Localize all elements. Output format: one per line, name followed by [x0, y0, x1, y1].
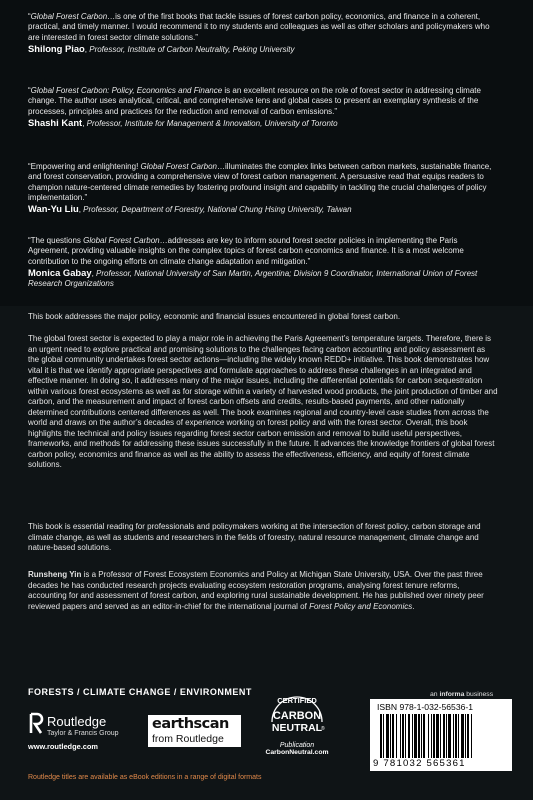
summary-paragraph: The global forest sector is expected to play a major role in achieving the Paris Agreement’s temperature targets. Therefore, there is an urgent need to explore practical and promising solutions to the challenges facing carbon accounting and policy assessment as the global community undertakes forest sector actions—including the widely known REDD+ initiative. This book demonstrates how vital it is that we identify appropriate perspectives and formulate approaches to address these challenges in an integrated and effective manner. In doing so, it addresses many of the major issues, including the differential potentials for carbon sequestration within various forest ecosystems as well as for storage within a variety of harvested wood products, the joint production of timber and carbon, and the measurement and impact of forest carbon offsets and credits, results-based payments, and other nationally determined contributions centered differences as well. The book examines regional and country-level case studies from across the world and draws on the author’s decades of experience working on forest policy and with the forest sector. Overall, this book highlights the technical and policy issues regarding forest sector carbon emission and removal to build useful perspectives, frameworks, and methods for addressing these issues successfully in the future. It advances the knowledge frontiers of global forest carbon policy, economics and finance as well as the ability to assess the effectiveness, efficiency, and equity of forest climate solutions. [28, 334, 498, 469]
review-attribution: Monica Gabay, Professor, National University of San Martin, Argentina; Division 9 Coordinator, International Union of Forest Research Organizations [28, 266, 478, 289]
reviewer-name: Shilong Piao [28, 42, 85, 54]
review-quote: “The questions Global Forest Carbon…addresses are key to inform sound forest sector policies in implementing the Paris Agreement, providing valuable insights on the complex topics of forest carbon economics and finance. It is a most welcome contribution to the ongoing efforts on climate change adaptation and mitigation.” [28, 236, 464, 266]
review-2 [28, 86, 496, 129]
review-attribution: Wan-Yu Liu, Professor, Department of Forestry, National Chung Hsing University, Taiwan [28, 203, 352, 215]
publisher-group: Taylor & Francis Group [47, 730, 119, 737]
summary-paragraph: This book addresses the major policy, economic and financial issues encountered in global forest carbon. [28, 312, 401, 321]
summary-main [28, 334, 498, 471]
isbn-barcode [370, 699, 512, 771]
review-1 [28, 12, 496, 55]
imprint-name: earthscan [152, 716, 229, 732]
audience [28, 522, 498, 554]
reviewer-affiliation: Professor, Institute for Management & Innovation, University of Toronto [86, 118, 338, 128]
reviewer-affiliation: Professor, Department of Forestry, National Chung Hsing University, Taiwan [83, 205, 352, 215]
isbn-label: ISBN 978-1-032-56536-1 [377, 702, 474, 712]
carbon-neutral-badge [264, 688, 330, 756]
review-panel [0, 0, 533, 306]
publisher-url[interactable]: www.routledge.com [28, 742, 98, 751]
ebook-note: Routledge titles are available as eBook editions in a range of digital formats [28, 774, 262, 781]
summary-intro [28, 312, 498, 323]
svg-text:NEUTRAL: NEUTRAL [271, 722, 323, 734]
reviewer-name: Wan-Yu Liu [28, 203, 79, 215]
svg-text:®: ® [321, 726, 325, 732]
reviewer-affiliation: Professor, National University of San Martin, Argentina; Division 9 Coordinator, International Union of Forest Research Organizations [28, 268, 478, 289]
author-name: Runsheng Yin [28, 570, 82, 579]
publisher-name: Routledge [47, 714, 107, 729]
author-bio [28, 570, 498, 612]
earthscan-logo [148, 715, 241, 747]
badge-site: CarbonNeutral.com [265, 749, 329, 756]
reviewer-name: Shashi Kant [28, 116, 83, 128]
routledge-r-icon [28, 712, 44, 734]
imprint-from: from Routledge [152, 733, 224, 745]
author-paragraph: Runsheng Yin is a Professor of Forest Ecosystem Economics and Policy at Michigan State University, USA. Over the past three decades he has conducted research projects evaluating ecosystem restoration programs, analysing forest tenure reforms, accounting for and assessment of forest carbon, and exploring rural sustainable development. He has published over ninety peer reviewed papers and served as an editor-in-chief for the international journal of Forest Policy and Economics. [28, 570, 484, 611]
review-4 [28, 236, 496, 289]
reviewer-name: Monica Gabay [28, 266, 92, 278]
review-quote: “Global Forest Carbon: Policy, Economics and Finance is an excellent resource on the role of forest sector in addressing climate change. The author uses analytical, critical, and comprehensive lens and global cases to present an exemplary synthesis of the processes, principles and practices for the reduction and removal of carbon emissions.” [28, 86, 481, 116]
barcode-icon [380, 714, 502, 758]
review-attribution: Shilong Piao, Professor, Institute of Carbon Neutrality, Peking University [28, 42, 295, 54]
reviewer-affiliation: Professor, Institute of Carbon Neutrality, Peking University [89, 44, 295, 54]
carbon-neutral-icon [266, 688, 328, 742]
journal-title: Forest Policy and Economics [309, 601, 413, 611]
audience-paragraph: This book is essential reading for professionals and policymakers working at the intersection of forest policy, carbon storage and climate change, as well as students and researchers in the fields of forestry, natural resource management, climate change and nature-based solutions. [28, 522, 481, 552]
informa-tagline: an informa business [430, 691, 494, 698]
svg-text:CARBON: CARBON [272, 710, 322, 722]
subject-categories: FORESTS / CLIMATE CHANGE / ENVIRONMENT [28, 687, 252, 697]
routledge-logo [28, 712, 138, 750]
review-attribution: Shashi Kant, Professor, Institute for Management & Innovation, University of Toronto [28, 116, 338, 128]
svg-text:CERTIFIED: CERTIFIED [277, 696, 317, 705]
review-3 [28, 162, 496, 215]
isbn-digits: 9 781032 565361 [373, 758, 466, 769]
review-quote: “Global Forest Carbon…is one of the first books that tackle issues of forest carbon policy, economics, and finance in a coherent, practical, and timely manner. I would recommend it to my students and colleagues as well as other scholars and policymakers who are interested in forest sector climate solutions.” [28, 12, 490, 42]
review-quote: “Empowering and enlightening! Global Forest Carbon…illuminates the complex links between carbon markets, sustainable finance, and forest conservation, providing a comprehensive view of forest carbon management. A persuasive read that equips readers to champion nature-centered climate remedies by fostering profound insight and capability in tackling the crucial challenges of policy implementation.” [28, 162, 492, 202]
badge-publication: Publication [279, 742, 315, 749]
